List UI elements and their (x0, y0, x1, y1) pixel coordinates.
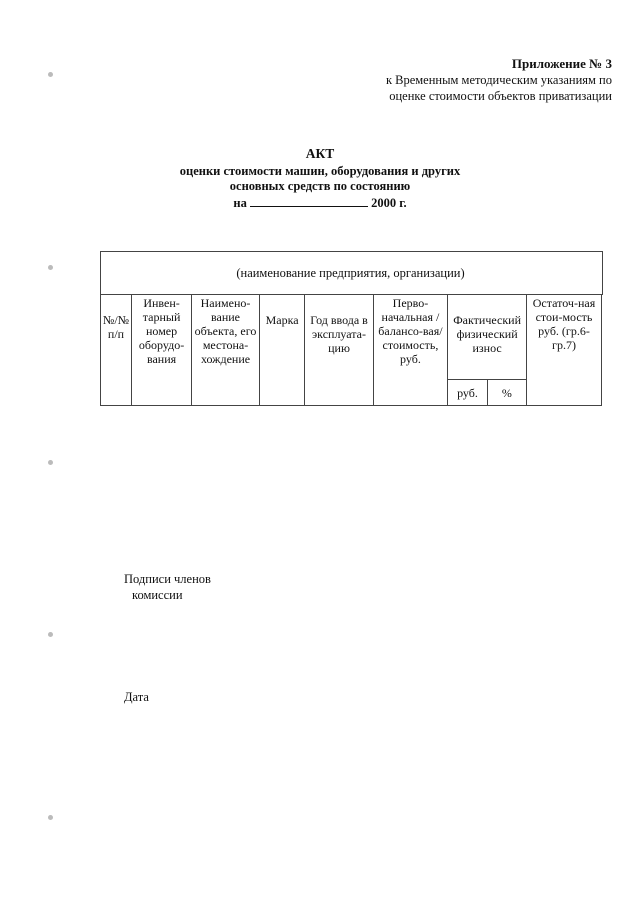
title-date-prefix: на (233, 195, 247, 210)
header-initial-cost: Перво-начальная /балансо-вая/ стоимость, руб. (373, 295, 448, 406)
title-date-suffix: 2000 г. (371, 195, 407, 210)
scan-mark (48, 460, 53, 465)
subheader-wear-rub: руб. (448, 380, 488, 406)
organization-caption: (наименование предприятия, организации) (236, 266, 465, 280)
appendix-number: Приложение № 3 (511, 56, 612, 71)
appendix-header (386, 56, 612, 104)
signatures-block (124, 571, 211, 603)
valuation-table (100, 294, 602, 406)
title-date-line (0, 195, 640, 212)
appendix-line-1: к Временным методическим указаниям по (385, 73, 612, 87)
title-line-1: оценки стоимости машин, оборудования и других (179, 163, 461, 178)
header-object-name: Наимено-вание объекта, его местона-хождение (192, 295, 260, 406)
title-heading: АКТ (305, 146, 335, 161)
appendix-line-2: оценке стоимости объектов приватизации (389, 89, 612, 103)
scan-mark (48, 72, 53, 77)
date-label: Дата (124, 690, 149, 704)
subheader-wear-percent: % (487, 380, 526, 406)
scan-mark (48, 632, 53, 637)
header-brand: Марка (259, 295, 305, 406)
header-physical-wear: Фактический физический износ (448, 295, 527, 380)
signatures-line-1: Подписи членов (124, 572, 211, 586)
document-title (0, 146, 640, 211)
signatures-line-2: комиссии (132, 588, 183, 602)
header-commission-year: Год ввода в эксплуата-цию (305, 295, 373, 406)
header-inventory-number: Инвен-тарный номер оборудо-вания (131, 295, 191, 406)
date-blank-line (250, 195, 368, 207)
title-line-2: основных средств по состоянию (229, 179, 411, 193)
header-residual-value: Остаточ-ная стои-мость руб. (гр.6-гр.7) (527, 295, 602, 406)
header-number: №/№ п/п (101, 295, 132, 406)
scan-mark (48, 815, 53, 820)
scan-mark (48, 265, 53, 270)
